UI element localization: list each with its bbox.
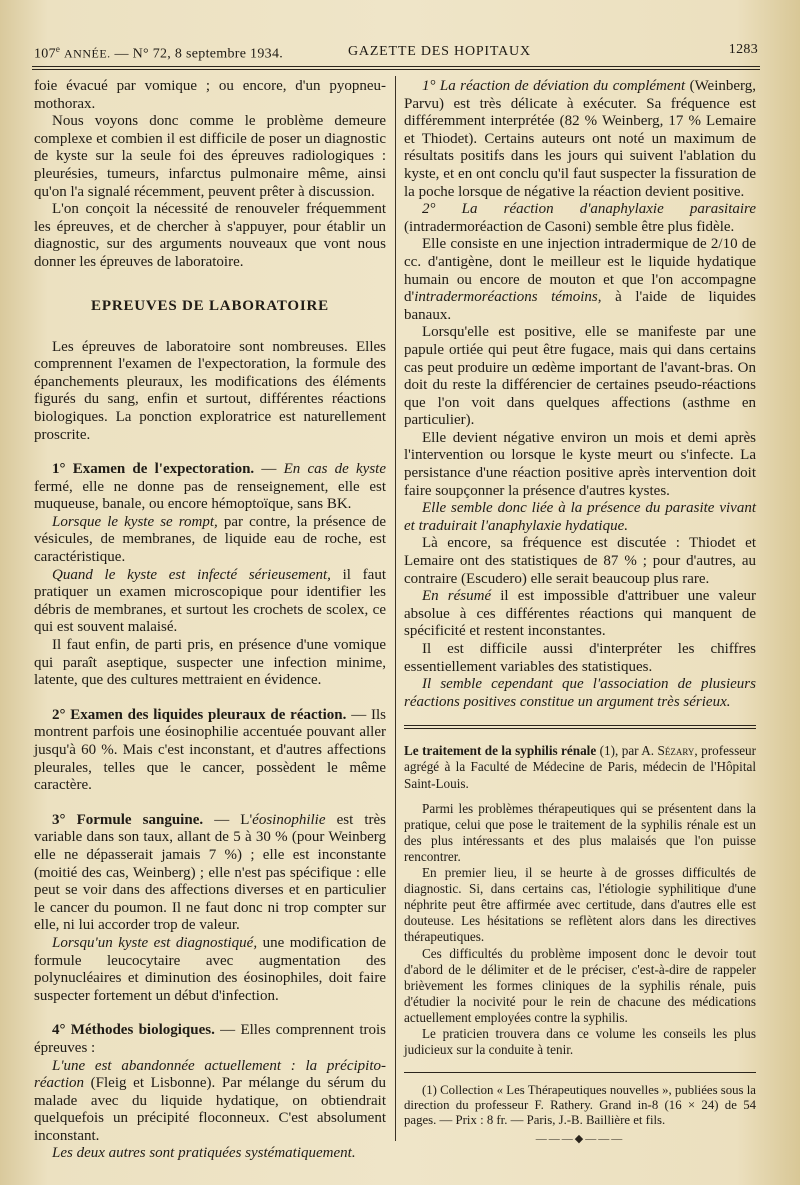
paragraph [34,1058,386,1146]
italic-text: intradermoréactions témoins, [414,289,602,306]
italic-text: Il semble cependant que l'association de plusieurs réactions positives constitue un argument très sérieux. [404,676,756,710]
year-sup: e [55,44,61,54]
subsection-title: 4° Méthodes biologiques. [52,1022,215,1039]
italic-text: L'une est abandonnée actuellement : la précipito-réaction [34,1057,386,1092]
footnote-text: (1) Collection « Les Thérapeutiques nouvelles », publiées sous la direction du professeur F. Rathery. Grand in-8 (16 × 24) de 54 pages. — Prix : 8 fr. — Paris, J.-B. Baillière et fils. [404,1083,756,1128]
paragraph [404,201,756,236]
column-divider [395,76,396,1141]
paragraph [34,567,386,637]
paragraph [404,78,756,201]
body-text: une modification de formule leucocytaire avec augmentation des polynucléaires et diminution des éosinophiles, doit faire suspecter fortement un début d'infection. [34,934,386,1004]
italic-text: 1° La réaction de déviation du complément [422,78,686,94]
body-text: il est impossible d'attribuer une valeur absolue à ces différentes réactions qui manquent de spécificité et restent inconstantes. [404,588,756,640]
year-number: 107 [34,46,56,62]
italic-text: éosinophilie [252,811,326,828]
italic-text: Quand le kyste est infecté sérieusement, [52,566,331,583]
italic-text: En résumé [422,588,492,605]
body-text: il faut pratiquer un examen microscopique pour identifier les débris de membranes, et surtout les crochets de scolex, ce qui est souvent malaisé. [34,566,386,636]
left-column [34,78,386,1163]
paragraph [404,588,756,641]
journal-title: GAZETTE DES HOPITAUX [348,44,531,59]
subsection-title: 2° Examen des liquides pleuraux de réaction. [52,706,347,723]
paragraph [34,514,386,567]
paragraph: Ces difficultés du problème imposent donc le devoir tout d'abord de le délimiter et de le préciser, c'est-à-dire de rappeler brièvement les formes cliniques de la syphilis rénale, puis d'étudier la nocivité pour le rein de chacune des médications actuellement employées contre la syphilis. [404,945,756,1025]
paragraph: Parmi les problèmes thérapeutiques qui se présentent dans la pratique, celui que pose le traitement de la syphilis rénale est un des plus intéressants et des plus malaisés que l'on puisse rencontrer. [404,800,756,864]
footnote-rule [404,1072,756,1073]
section-rule [404,725,756,729]
page-header [34,38,758,64]
book-review [404,743,756,1058]
paragraph: Il faut enfin, de parti pris, en présence d'une vomique qui paraît aseptique, suspecter une infection minime, latente, que des cultures mettraient en évidence. [34,637,386,689]
body-text: Elle consiste en une injection intradermique de 2/10 de cc. d'antigène, dont le meilleur est le liquide hydatique humain ou encore de mouton et que l'on accompagne d' [404,236,756,306]
annee-label: ANNÉE. [64,46,111,61]
subsection-biological-methods: 4° Méthodes biologiques. — Elles comprennent trois épreuves : [34,1022,387,1056]
body-text: fermé, elle ne donne pas de renseignement, elle est muqueuse, banale, ou encore hémoptoïque, sans BK. [34,478,386,513]
review-heading [404,743,756,791]
subsection-expectoration: 1° Examen de l'expectoration. — En cas de kyste fermé, elle ne donne pas de renseignement, elle est muqueuse, banale, ou encore hémoptoïque, sans BK. [34,461,387,513]
body-text: Ils montrent parfois une éosinophilie accentuée pouvant aller jusqu'à 60 %. Mais c'est inconstant, et d'autres affections pleurales, telles que le cancer, possèdent le même caractère. [34,706,387,794]
paragraph: Nous voyons donc comme le problème demeure complexe et combien il est difficile de poser un diagnostic de kyste sur la seule foi des épreuves radiologiques : pleurésies, tumeurs, infarctus pulmonaire même, ainsi qu'on l'a signalé récemment, peuvent prêter à discussion. [34,113,386,200]
body-text: (Fleig et Lisbonne). Par mélange du sérum du malade avec du liquide hydatique, on obtiendrait quelquefois un précipité floconneux. C'est absolument inconstant. [34,1075,387,1144]
issue-info [34,44,283,63]
italic-text: 2° La réaction d'anaphylaxie parasitaire [422,201,756,218]
body-text: Elles comprennent trois épreuves : [34,1022,387,1056]
ornament-divider-icon: ———◆——— [535,1133,625,1146]
review-ref: (1), par A. [599,743,655,759]
subsection-title: 1° Examen de l'expectoration. [52,461,255,478]
paragraph [34,1145,386,1163]
body-text: à l'aide de liquides banaux. [404,289,757,323]
paragraph [34,935,386,1005]
paragraph: Il est difficile aussi d'interpréter les chiffres essentiellement variables des statistiques. [404,641,756,675]
paragraph: Elle devient négative environ un mois et demi après l'intervention ou lorsque le kyste meurt ou s'infecte. La persistance d'une réaction positive après intervention doit faire soupçonner la présence d'autres kystes. [404,429,756,499]
subsection-blood-formula: 3° Formule sanguine. — L'éosinophilie est très variable dans son taux, allant de 5 à 30 % (pour Weinberg elle ne dépasserait jamais 7 %) ; elle est inconstante (moitié des cas, Weinberg) ; elle n'est pas spécifique : elle peut se voir dans des affections diverses et en particulier le cancer du poumon. Il ne faut donc ni trop compter sur elle, ni lui accorder trop de valeur. [34,811,387,934]
review-author-title: professeur agrégé à la Faculté de Médecine de Paris, médecin de l'Hôpital Saint-Louis. [404,743,757,791]
paragraph: foie évacué par vomique ; ou encore, d'un pyopneu-mothorax. [34,78,386,112]
paragraph: Le praticien trouvera dans ce volume les conseils les plus judicieux sur la conduite à tenir. [404,1025,756,1058]
paragraph: Là encore, sa fréquence est discutée : Thiodet et Lemaire ont des statistiques de 87 % ; pour d'autres, au contraire (Escudero) elle serait beaucoup plus rare. [404,535,756,587]
italic-text: Lorsqu'un kyste est diagnostiqué, [52,934,258,951]
paragraph: L'on conçoit la nécessité de renouveler fréquemment les épreuves, et de chercher à s'appuyer, pour établir un diagnostic, sur des arguments nouveaux que vont nous donner les épreuves de laboratoire. [34,201,386,270]
body-text: est très variable dans son taux, allant de 5 à 30 % (pour Weinberg elle ne dépasserait jamais 7 %) ; elle est inconstante (moitié des cas, Weinberg) ; elle n'est pas spécifique : elle peut se voir dans des affections diverses et en particulier le cancer du poumon. Il ne faut donc ni trop compter sur elle, ni lui accorder trop de valeur. [34,811,387,934]
italic-text: Elle semble donc liée à la présence du parasite vivant et traduirait l'anaphylaxie hydatique. [404,500,756,534]
paragraph: Les épreuves de laboratoire sont nombreuses. Elles comprennent l'examen de l'expectoration, la formule des épanchements pleuraux, les modifications des éléments figurés du sang, enfin et surtout, différentes réactions biologiques. La ponction exploratrice est naturellement proscrite. [34,338,386,443]
paragraph [404,676,756,711]
italic-text: Lorsque le kyste se rompt, [52,513,218,530]
paragraph [404,500,756,535]
italic-text: En cas de kyste [283,461,387,478]
page-number: 1283 [728,42,758,57]
subsection-title: 3° Formule sanguine. [52,811,204,828]
body-text: L' [240,811,253,828]
paragraph [404,236,756,324]
body-text: (intradermoréaction de Casoni) semble être plus fidèle. [404,218,735,235]
body-text: par contre, la présence de vésicules, de membranes, de liquide eau de roche, est caractéristique. [34,513,386,566]
paragraph: En premier lieu, il se heurte à de grosses difficultés de diagnostic. Si, dans certains cas, l'étiologie syphilitique d'une néphrite peut être affirmée avec certitude, dans d'autres elle est douteuse. Les hésitations se reflètent alors dans les directives thérapeutiques. [404,865,756,945]
right-column [404,78,756,1145]
subsection-pleural-liquids: 2° Examen des liquides pleuraux de réaction. — Ils montrent parfois une éosinophilie accentuée pouvant aller jusqu'à 60 %. Mais c'est inconstant, et d'autres affections pleurales, telles que le cancer, possèdent le même caractère. [34,706,387,794]
italic-text: Les deux autres sont pratiquées systématiquement. [52,1145,356,1162]
body-text: (Weinberg, Parvu) est très délicate à exécuter. Sa fréquence est différemment interprétée (82 % Weinberg, 17 % Lemaire et Thiodet). Certains auteurs ont noté un maximum de résultats positifs dans les jours qui suivent l'ablation du kyste, et en ont conclu qu'il faut suspecter la fissuration de la poche lorsque de négative la réaction devient positive. [404,78,757,200]
footnote [404,1083,756,1145]
section-heading: EPREUVES DE LABORATOIRE [91,297,329,314]
paragraph: Lorsqu'elle est positive, elle se manifeste par une papule ortiée qui peut être fugace, mais qui dans certains cas peut produire un œdème important de l'avant-bras. On doit du reste la différencier de certaines pseudo-réactions que l'on voit dans quelques affections (asthme en particulier). [404,324,756,429]
issue-date: — N° 72, 8 septembre 1934. [114,46,284,62]
header-rule [32,66,760,70]
review-title: Le traitement de la syphilis rénale [404,743,597,759]
review-author: Sézary, [657,743,698,759]
